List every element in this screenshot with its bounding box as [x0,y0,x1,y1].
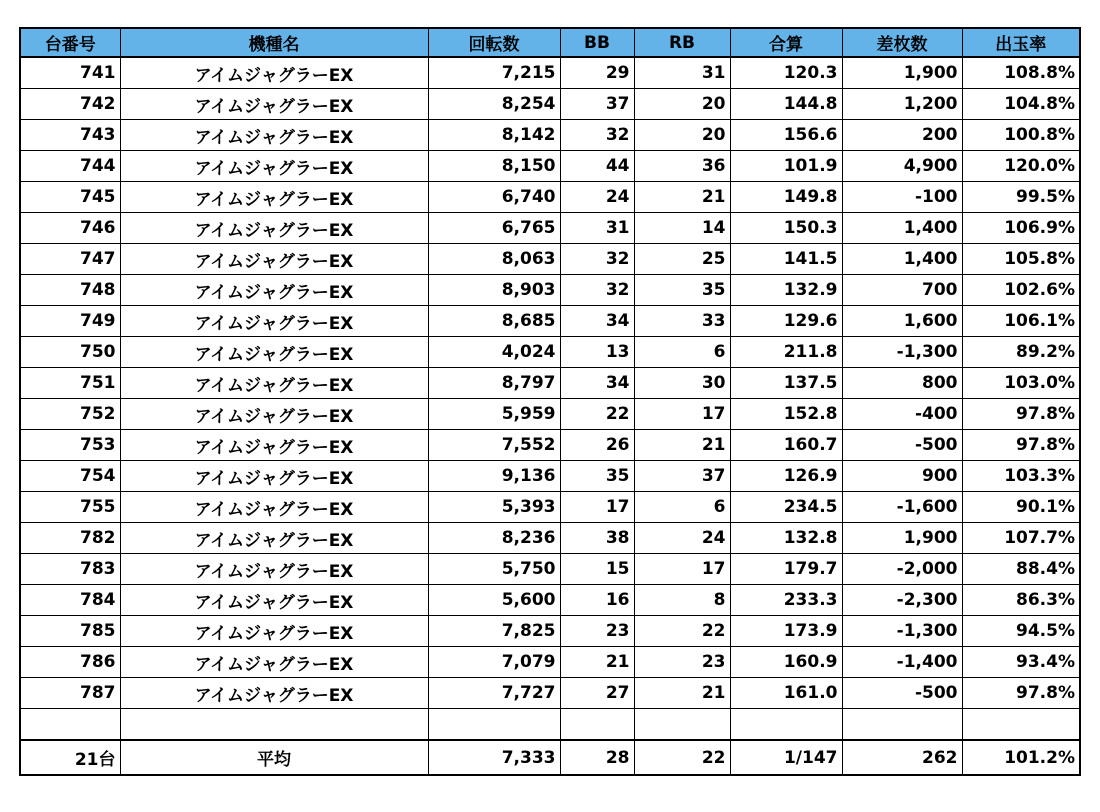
rb-cell: 37 [634,461,730,492]
payout-rate-cell: 105.8% [962,244,1080,275]
rb-cell: 31 [634,57,730,89]
summary-count: 21台 [20,740,120,775]
table-row [20,89,1080,120]
difference-cell: 800 [842,368,962,399]
table-row [20,492,1080,523]
spins-cell: 4,024 [428,337,560,368]
spins-cell: 5,600 [428,585,560,616]
bb-cell: 21 [560,647,634,678]
spins-cell: 5,393 [428,492,560,523]
spins-cell: 7,727 [428,678,560,709]
difference-cell: 1,900 [842,57,962,89]
blank-row [20,709,1080,741]
header-machine-number: 台番号 [20,28,120,57]
payout-rate-cell: 103.0% [962,368,1080,399]
machine-number-cell: 747 [20,244,120,275]
machine-number-cell: 746 [20,213,120,244]
payout-rate-cell: 99.5% [962,182,1080,213]
machine-number-cell: 741 [20,57,120,89]
machine-number-cell: 752 [20,399,120,430]
spins-cell: 8,254 [428,89,560,120]
bb-cell: 44 [560,151,634,182]
data-table [19,27,1081,776]
table-row [20,523,1080,554]
model-name-cell: アイムジャグラーEX [120,244,428,275]
payout-rate-cell: 89.2% [962,337,1080,368]
model-name-cell: アイムジャグラーEX [120,120,428,151]
combined-cell: 132.8 [730,523,842,554]
machine-number-cell: 754 [20,461,120,492]
machine-number-cell: 755 [20,492,120,523]
bb-cell: 35 [560,461,634,492]
difference-cell: -100 [842,182,962,213]
bb-cell: 34 [560,368,634,399]
spins-cell: 9,136 [428,461,560,492]
combined-cell: 101.9 [730,151,842,182]
difference-cell: 200 [842,120,962,151]
rb-cell: 24 [634,523,730,554]
blank-cell [120,709,428,741]
bb-cell: 32 [560,275,634,306]
rb-cell: 33 [634,306,730,337]
spins-cell: 8,236 [428,523,560,554]
bb-cell: 32 [560,244,634,275]
machine-number-cell: 787 [20,678,120,709]
model-name-cell: アイムジャグラーEX [120,213,428,244]
payout-rate-cell: 108.8% [962,57,1080,89]
payout-rate-cell: 94.5% [962,616,1080,647]
bb-cell: 32 [560,120,634,151]
machine-number-cell: 784 [20,585,120,616]
rb-cell: 8 [634,585,730,616]
bb-cell: 17 [560,492,634,523]
combined-cell: 211.8 [730,337,842,368]
summary-payout-rate: 101.2% [962,740,1080,775]
combined-cell: 160.7 [730,430,842,461]
header-payout-rate: 出玉率 [962,28,1080,57]
table-row [20,213,1080,244]
rb-cell: 30 [634,368,730,399]
payout-rate-cell: 100.8% [962,120,1080,151]
payout-rate-cell: 103.3% [962,461,1080,492]
combined-cell: 129.6 [730,306,842,337]
combined-cell: 173.9 [730,616,842,647]
difference-cell: -500 [842,678,962,709]
header-rb: RB [634,28,730,57]
difference-cell: 4,900 [842,151,962,182]
machine-number-cell: 750 [20,337,120,368]
spins-cell: 7,825 [428,616,560,647]
bb-cell: 22 [560,399,634,430]
model-name-cell: アイムジャグラーEX [120,337,428,368]
model-name-cell: アイムジャグラーEX [120,368,428,399]
table-row [20,57,1080,89]
model-name-cell: アイムジャグラーEX [120,554,428,585]
bb-cell: 15 [560,554,634,585]
table-row [20,461,1080,492]
spins-cell: 7,079 [428,647,560,678]
model-name-cell: アイムジャグラーEX [120,182,428,213]
model-name-cell: アイムジャグラーEX [120,523,428,554]
spins-cell: 8,150 [428,151,560,182]
spins-cell: 5,959 [428,399,560,430]
machine-number-cell: 749 [20,306,120,337]
rb-cell: 17 [634,399,730,430]
combined-cell: 137.5 [730,368,842,399]
header-combined: 合算 [730,28,842,57]
payout-rate-cell: 97.8% [962,399,1080,430]
table-row [20,430,1080,461]
rb-cell: 17 [634,554,730,585]
table-row [20,616,1080,647]
spins-cell: 8,903 [428,275,560,306]
difference-cell: 1,900 [842,523,962,554]
combined-cell: 132.9 [730,275,842,306]
machine-number-cell: 782 [20,523,120,554]
table-row [20,120,1080,151]
difference-cell: -1,300 [842,337,962,368]
combined-cell: 144.8 [730,89,842,120]
machine-number-cell: 785 [20,616,120,647]
rb-cell: 22 [634,616,730,647]
difference-cell: 900 [842,461,962,492]
blank-cell [842,709,962,741]
payout-rate-cell: 102.6% [962,275,1080,306]
blank-cell [428,709,560,741]
spins-cell: 7,552 [428,430,560,461]
payout-rate-cell: 106.1% [962,306,1080,337]
difference-cell: -1,400 [842,647,962,678]
model-name-cell: アイムジャグラーEX [120,430,428,461]
bb-cell: 24 [560,182,634,213]
difference-cell: -1,300 [842,616,962,647]
table-row [20,678,1080,709]
payout-rate-cell: 93.4% [962,647,1080,678]
machine-number-cell: 745 [20,182,120,213]
machine-number-cell: 751 [20,368,120,399]
blank-cell [962,709,1080,741]
header-model-name: 機種名 [120,28,428,57]
rb-cell: 21 [634,430,730,461]
bb-cell: 26 [560,430,634,461]
payout-rate-cell: 107.7% [962,523,1080,554]
difference-cell: 1,400 [842,213,962,244]
spins-cell: 7,215 [428,57,560,89]
bb-cell: 29 [560,57,634,89]
difference-cell: 1,600 [842,306,962,337]
combined-cell: 120.3 [730,57,842,89]
spins-cell: 6,765 [428,213,560,244]
summary-rb: 22 [634,740,730,775]
combined-cell: 233.3 [730,585,842,616]
machine-number-cell: 786 [20,647,120,678]
model-name-cell: アイムジャグラーEX [120,399,428,430]
rb-cell: 14 [634,213,730,244]
spins-cell: 8,685 [428,306,560,337]
model-name-cell: アイムジャグラーEX [120,647,428,678]
model-name-cell: アイムジャグラーEX [120,492,428,523]
table-row [20,368,1080,399]
model-name-cell: アイムジャグラーEX [120,678,428,709]
difference-cell: -2,000 [842,554,962,585]
spins-cell: 8,063 [428,244,560,275]
rb-cell: 20 [634,89,730,120]
rb-cell: 35 [634,275,730,306]
bb-cell: 23 [560,616,634,647]
rb-cell: 21 [634,678,730,709]
payout-rate-cell: 120.0% [962,151,1080,182]
combined-cell: 156.6 [730,120,842,151]
combined-cell: 179.7 [730,554,842,585]
model-name-cell: アイムジャグラーEX [120,306,428,337]
rb-cell: 6 [634,337,730,368]
bb-cell: 27 [560,678,634,709]
table-row [20,182,1080,213]
blank-cell [730,709,842,741]
header-spins: 回転数 [428,28,560,57]
bb-cell: 16 [560,585,634,616]
table-body [20,57,1080,775]
model-name-cell: アイムジャグラーEX [120,275,428,306]
combined-cell: 149.8 [730,182,842,213]
spins-cell: 8,142 [428,120,560,151]
combined-cell: 152.8 [730,399,842,430]
machine-number-cell: 744 [20,151,120,182]
summary-bb: 28 [560,740,634,775]
difference-cell: 700 [842,275,962,306]
summary-label: 平均 [120,740,428,775]
table-row [20,554,1080,585]
difference-cell: -400 [842,399,962,430]
table-row [20,244,1080,275]
summary-spins: 7,333 [428,740,560,775]
rb-cell: 21 [634,182,730,213]
summary-row [20,740,1080,775]
table-row [20,151,1080,182]
header-difference: 差枚数 [842,28,962,57]
bb-cell: 34 [560,306,634,337]
table-row [20,275,1080,306]
combined-cell: 161.0 [730,678,842,709]
difference-cell: 1,200 [842,89,962,120]
bb-cell: 31 [560,213,634,244]
rb-cell: 25 [634,244,730,275]
spins-cell: 6,740 [428,182,560,213]
rb-cell: 6 [634,492,730,523]
table-row [20,337,1080,368]
bb-cell: 13 [560,337,634,368]
bb-cell: 37 [560,89,634,120]
blank-cell [20,709,120,741]
machine-number-cell: 742 [20,89,120,120]
rb-cell: 23 [634,647,730,678]
model-name-cell: アイムジャグラーEX [120,585,428,616]
difference-cell: -2,300 [842,585,962,616]
combined-cell: 160.9 [730,647,842,678]
table-row [20,399,1080,430]
payout-rate-cell: 104.8% [962,89,1080,120]
header-row [20,28,1080,57]
payout-rate-cell: 90.1% [962,492,1080,523]
rb-cell: 20 [634,120,730,151]
summary-combined: 1/147 [730,740,842,775]
spins-cell: 8,797 [428,368,560,399]
difference-cell: 1,400 [842,244,962,275]
spins-cell: 5,750 [428,554,560,585]
table-row [20,306,1080,337]
model-name-cell: アイムジャグラーEX [120,57,428,89]
payout-rate-cell: 106.9% [962,213,1080,244]
blank-cell [560,709,634,741]
machine-number-cell: 743 [20,120,120,151]
model-name-cell: アイムジャグラーEX [120,616,428,647]
payout-rate-cell: 97.8% [962,430,1080,461]
payout-rate-cell: 86.3% [962,585,1080,616]
summary-difference: 262 [842,740,962,775]
machine-number-cell: 748 [20,275,120,306]
rb-cell: 36 [634,151,730,182]
table-row [20,585,1080,616]
difference-cell: -500 [842,430,962,461]
model-name-cell: アイムジャグラーEX [120,461,428,492]
model-name-cell: アイムジャグラーEX [120,151,428,182]
table-row [20,647,1080,678]
combined-cell: 150.3 [730,213,842,244]
payout-rate-cell: 88.4% [962,554,1080,585]
model-name-cell: アイムジャグラーEX [120,89,428,120]
header-bb: BB [560,28,634,57]
blank-cell [634,709,730,741]
payout-rate-cell: 97.8% [962,678,1080,709]
bb-cell: 38 [560,523,634,554]
machine-number-cell: 783 [20,554,120,585]
combined-cell: 234.5 [730,492,842,523]
combined-cell: 141.5 [730,244,842,275]
combined-cell: 126.9 [730,461,842,492]
machine-number-cell: 753 [20,430,120,461]
difference-cell: -1,600 [842,492,962,523]
